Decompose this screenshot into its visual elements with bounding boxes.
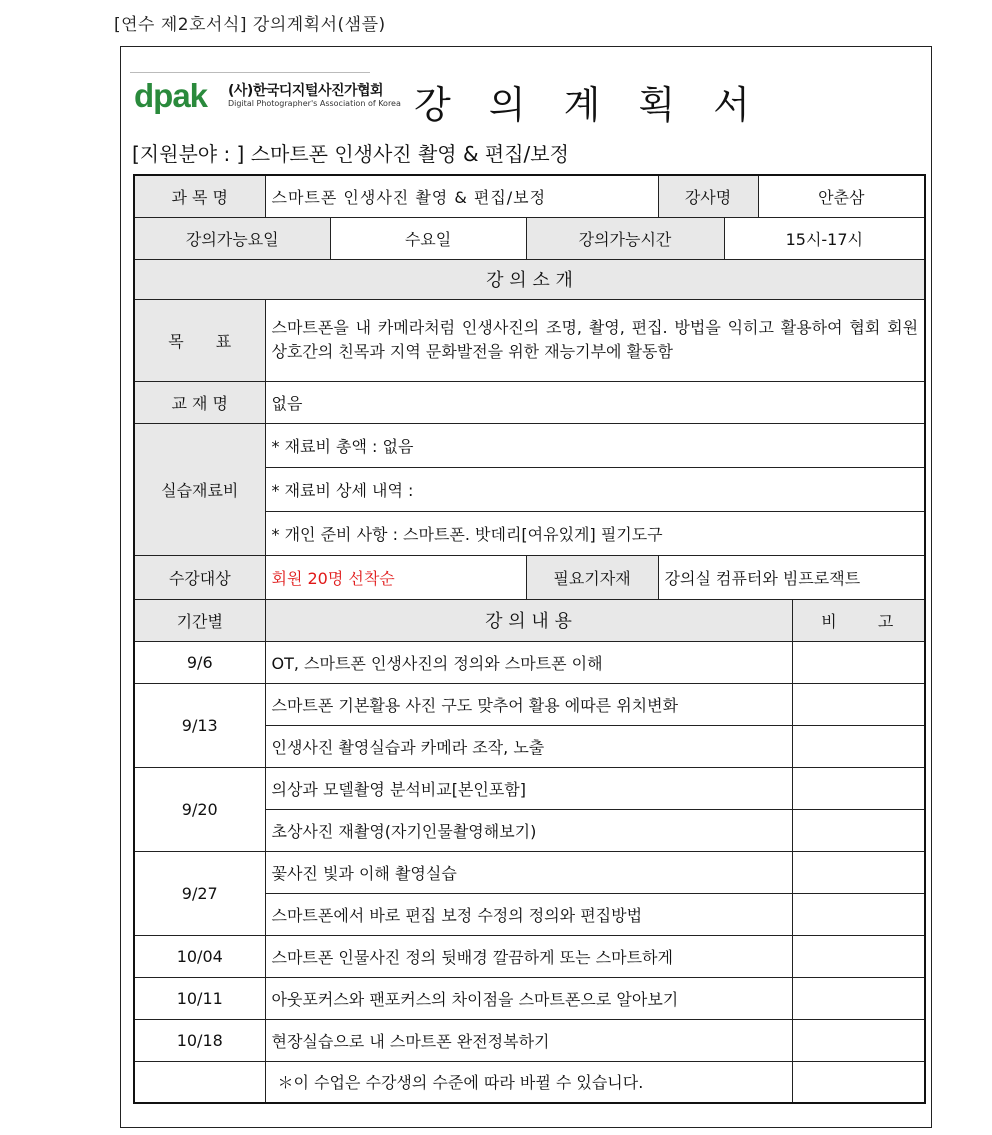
textbook-label: 교 재 명: [134, 381, 265, 423]
available-day-label: 강의가능요일: [134, 217, 330, 259]
session-content: 현장실습으로 내 스마트폰 완전정복하기: [265, 1019, 792, 1061]
document-title: 강 의 계 획 서: [414, 83, 763, 127]
session-date: 10/18: [134, 1019, 265, 1061]
available-time-label: 강의가능시간: [526, 217, 724, 259]
form-number-label: [연수 제2호서식] 강의계획서(샘플): [114, 15, 386, 35]
available-day-value: 수요일: [330, 217, 526, 259]
session-note: [792, 935, 925, 977]
session-content: 스마트폰 기본활용 사진 구도 맞추어 활용 에따른 위치변화: [265, 683, 792, 725]
session-content: OT, 스마트폰 인생사진의 정의와 스마트폰 이해: [265, 641, 792, 683]
session-content: 스마트폰에서 바로 편집 보정 수정의 정의와 편집방법: [265, 893, 792, 935]
session-note: [792, 809, 925, 851]
session-content: 스마트폰 인물사진 정의 뒷배경 깔끔하게 또는 스마트하게: [265, 935, 792, 977]
available-time-value: 15시-17시: [724, 217, 925, 259]
session-date: 9/6: [134, 641, 265, 683]
logo-korean-name: (사)한국디지털사진가협회: [228, 83, 384, 99]
session-note: [792, 1061, 925, 1103]
session-content: 의상과 모델촬영 분석비교[본인포함]: [265, 767, 792, 809]
course-name-label: 과 목 명: [134, 175, 265, 217]
footnote-empty-cell: [134, 1061, 265, 1103]
session-content: 인생사진 촬영실습과 카메라 조작, 노출: [265, 725, 792, 767]
session-date: 9/20: [134, 767, 265, 851]
personal-preparation: * 개인 준비 사항 : 스마트폰. 밧데리[여유있게] 필기도구: [265, 511, 925, 555]
session-content: 초상사진 재촬영(자기인물촬영해보기): [265, 809, 792, 851]
note-header: 비 고: [792, 599, 925, 641]
session-note: [792, 893, 925, 935]
goal-label: 목 표: [134, 299, 265, 381]
material-cost-label: 실습재료비: [134, 423, 265, 555]
session-date: 10/11: [134, 977, 265, 1019]
logo-mark: dpak: [134, 77, 208, 114]
material-detail: * 재료비 상세 내역 :: [265, 467, 925, 511]
equipment-label: 필요기자재: [526, 555, 658, 599]
period-header: 기간별: [134, 599, 265, 641]
lecture-plan-table: [133, 174, 926, 1104]
session-date: 9/13: [134, 683, 265, 767]
material-total: * 재료비 총액 : 없음: [265, 423, 925, 467]
course-name-value: 스마트폰 인생사진 촬영 & 편집/보정: [265, 175, 658, 217]
session-note: [792, 851, 925, 893]
logo-divider: [130, 72, 370, 73]
session-note: [792, 725, 925, 767]
textbook-value: 없음: [265, 381, 925, 423]
course-intro-header: 강 의 소 개: [134, 259, 925, 299]
schedule-footnote: ＊이 수업은 수강생의 수준에 따라 바뀔 수 있습니다.: [265, 1061, 792, 1103]
session-content: 아웃포커스와 팬포커스의 차이점을 스마트폰으로 알아보기: [265, 977, 792, 1019]
content-header: 강 의 내 용: [265, 599, 792, 641]
equipment-value: 강의실 컴퓨터와 빔프로잭트: [658, 555, 925, 599]
association-logo: [134, 77, 401, 118]
target-audience-label: 수강대상: [134, 555, 265, 599]
logo-english-name: Digital Photographer's Association of Korea: [228, 99, 401, 108]
session-note: [792, 683, 925, 725]
instructor-label: 강사명: [658, 175, 758, 217]
session-note: [792, 767, 925, 809]
session-note: [792, 1019, 925, 1061]
target-audience-value: 회원 20명 선착순: [265, 555, 526, 599]
session-date: 10/04: [134, 935, 265, 977]
session-content: 꽃사진 빛과 이해 촬영실습: [265, 851, 792, 893]
session-note: [792, 641, 925, 683]
support-field-line: [지원분야 : ] 스마트폰 인생사진 촬영 & 편집/보정: [132, 142, 569, 166]
session-note: [792, 977, 925, 1019]
goal-value: 스마트폰을 내 카메라처럼 인생사진의 조명, 촬영, 편집. 방법을 익히고 활용하여 협회 회원 상호간의 친목과 지역 문화발전을 위한 재능기부에 활동함: [265, 299, 925, 381]
instructor-value: 안춘삼: [758, 175, 925, 217]
session-date: 9/27: [134, 851, 265, 935]
